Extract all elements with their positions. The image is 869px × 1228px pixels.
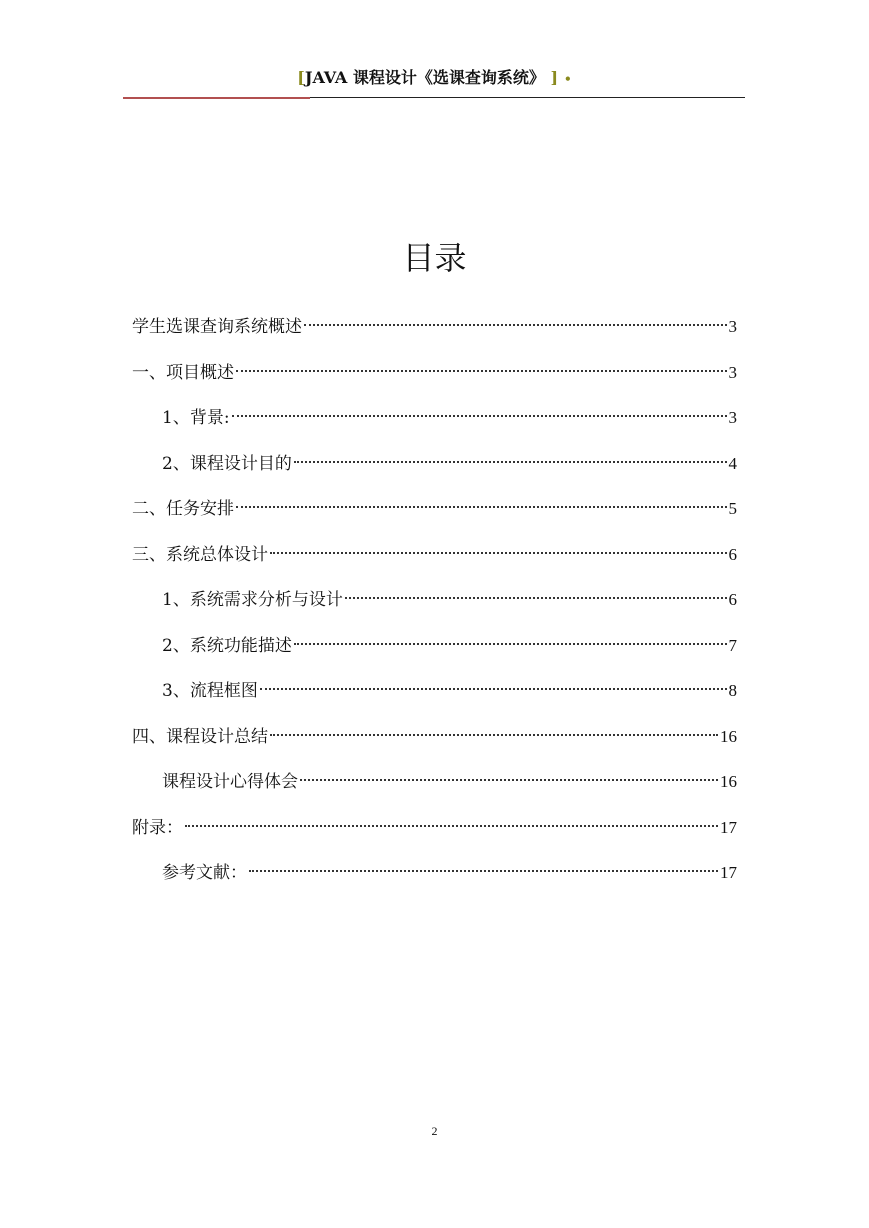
toc-entry-page: 5 (728, 499, 737, 518)
header-bullet: • (564, 72, 572, 86)
toc-entry-label: 2、课程设计目的 (162, 453, 292, 474)
toc-entry[interactable] (132, 676, 737, 722)
toc-entry-page: 6 (728, 590, 737, 609)
toc-leader-dots (300, 779, 718, 781)
toc-entry[interactable] (132, 858, 737, 904)
toc-entry-page: 3 (728, 317, 737, 336)
toc-entry[interactable] (132, 494, 737, 540)
toc-entry-label: 二、任务安排 (132, 499, 234, 519)
toc-entry-page: 4 (728, 453, 737, 473)
toc-entry-label: 2、系统功能描述 (162, 635, 292, 656)
toc-entry-page: 16 (720, 772, 737, 791)
toc-leader-dots (236, 370, 727, 372)
toc-entry[interactable] (132, 585, 737, 631)
toc-entry-label: 1、系统需求分析与设计 (162, 590, 343, 610)
toc-entry-label: 三、系统总体设计 (132, 544, 268, 565)
toc-leader-dots (294, 461, 727, 463)
toc-leader-dots (294, 643, 727, 645)
toc-entry[interactable] (132, 631, 737, 677)
toc-entry[interactable] (132, 767, 737, 813)
toc-entry[interactable] (132, 722, 737, 768)
toc-entry-page: 8 (728, 681, 737, 700)
header-rule (310, 97, 745, 98)
toc-entry-label: 参考文献： (162, 863, 247, 883)
toc-entry[interactable] (132, 813, 737, 859)
toc-leader-dots (232, 415, 727, 417)
table-of-contents (132, 312, 737, 904)
page-header (0, 66, 869, 91)
toc-entry-label: 学生选课查询系统概述 (132, 317, 302, 337)
toc-leader-dots (236, 506, 727, 508)
toc-entry-page: 3 (728, 362, 737, 382)
toc-entry-page: 16 (720, 726, 737, 746)
toc-leader-dots (260, 688, 727, 690)
header-open-bracket: [ (297, 68, 305, 87)
toc-leader-dots (185, 825, 718, 827)
toc-entry-page: 17 (720, 817, 737, 837)
toc-entry[interactable] (132, 312, 737, 358)
toc-leader-dots (345, 597, 727, 599)
toc-entry[interactable] (132, 403, 737, 449)
toc-entry[interactable] (132, 358, 737, 404)
page-number: 2 (431, 1124, 438, 1138)
toc-entry-label: 3、流程框图 (162, 681, 258, 701)
header-rule-accent (123, 97, 310, 99)
toc-leader-dots (249, 870, 718, 872)
toc-entry[interactable] (132, 449, 737, 495)
toc-title: 目录 (402, 239, 467, 277)
header-title: JAVA 课程设计《选课查询系统》 (304, 68, 545, 87)
header-close-bracket: ] (550, 68, 559, 87)
toc-leader-dots (270, 734, 718, 736)
toc-entry-label: 四、课程设计总结 (132, 726, 268, 747)
toc-entry-page: 7 (728, 635, 737, 655)
toc-entry-label: 一、项目概述 (132, 362, 234, 383)
toc-entry-label: 1、背景: (162, 408, 230, 428)
toc-leader-dots (304, 324, 727, 326)
toc-entry-page: 3 (728, 408, 737, 427)
toc-entry-page: 6 (728, 544, 737, 564)
toc-entry-label: 课程设计心得体会 (162, 772, 298, 792)
toc-leader-dots (270, 552, 727, 554)
toc-entry-page: 17 (720, 863, 737, 882)
toc-entry-label: 附录： (132, 817, 183, 838)
toc-entry[interactable] (132, 540, 737, 586)
